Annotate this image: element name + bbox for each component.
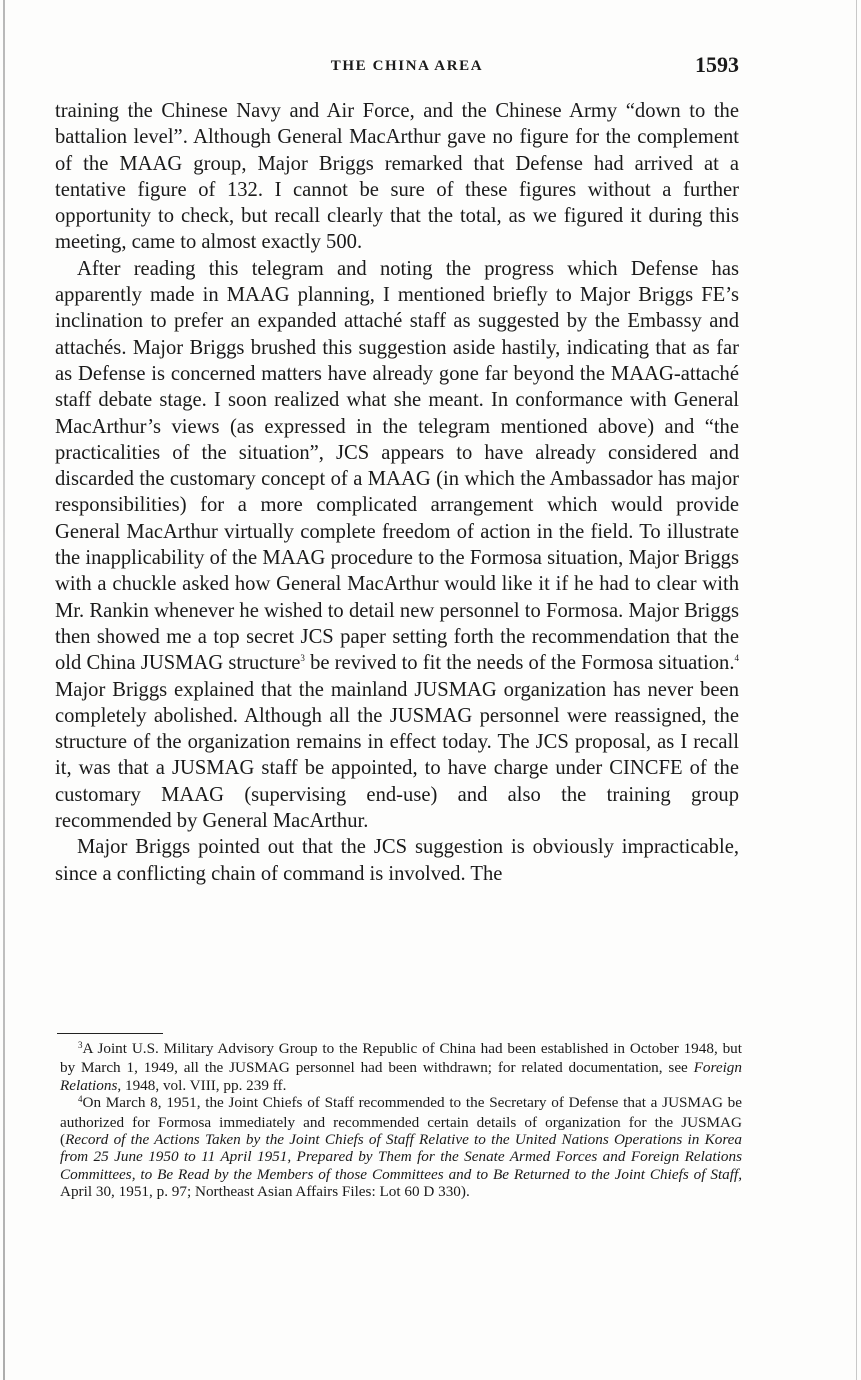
page-number: 1593 [695, 52, 739, 77]
footnote-divider [57, 1033, 163, 1034]
footnote-3 [60, 1040, 742, 1094]
footnote-citation: Foreign Relations [60, 1059, 742, 1094]
page-edge-right [856, 0, 857, 1380]
paragraph-main [55, 256, 739, 835]
paragraph-main-text-2: be revived to fit the needs of the Formosa situation. [310, 652, 735, 675]
paragraph-main-text-3: Major Briggs explained that the mainland JUSMAG organization has never been completely abolished. Although all the JUSMAG personnel were reassigned, the structure of the organization remains in effect today. The JCS proposal, as I recall it, was that a JUSMAG staff be appointed, to have charge under CINCFE of the customary MAAG (supervising end-use) and also the training group recommended by General MacArthur. [55, 678, 739, 833]
running-head: THE CHINA AREA [330, 58, 484, 74]
footnote-ref-4[interactable]: 4 [734, 653, 739, 664]
body-text [55, 98, 739, 887]
footnote-marker: 4 [78, 1094, 83, 1105]
footnote-ref-3[interactable]: 3 [300, 653, 305, 664]
footnote-tail: April 30, 1951, p. 97; Northeast Asian Affairs Files: Lot 60 D 330). [60, 1183, 470, 1201]
paragraph-main-text: After reading this telegram and noting the progress which Defense has apparently made in MAAG planning, I mentioned briefly to Major Briggs FE’s inclination to prefer an expanded attaché staff as suggested by the Embassy and attachés. Major Briggs brushed this suggestion aside hastily, indicating that as far as Defense is concerned matters have already gone far beyond the MAAG-attaché staff debate stage. I soon realized what she meant. In conformance with General MacArthur’s views (as expressed in the telegram mentioned above) and “the practicalities of the situation”, JCS appears to have already considered and discarded the customary concept of a MAAG (in which the Ambassador has major responsibilities) for a more complicated arrangement which would provide General MacArthur virtually complete freedom of action in the field. To illustrate the inapplicability of the MAAG procedure to the Formosa situation, Major Briggs with a chuckle asked how General MacArthur would like it if he had to clear with Mr. Rankin whenever he wished to detail new personnel to Formosa. Major Briggs then showed me a top secret JCS paper setting forth the recommendation that the old China JUSMAG structure [55, 257, 739, 675]
page-header [55, 52, 739, 84]
footnote-text: On March 8, 1951, the Joint Chiefs of Staff recommended to the Secretary of Defense that a JUSMAG be authorized for Formosa immediately and recommended certain details of organization for the JUSMAG ( [60, 1094, 742, 1149]
footnote-text: A Joint U.S. Military Advisory Group to the Republic of China had been established in October 1948, but by March 1, 1949, all the JUSMAG personnel had been withdrawn; for related documentation, see [60, 1040, 742, 1077]
paragraph-continued: training the Chinese Navy and Air Force, and the Chinese Army “down to the battalion level”. Although General MacArthur gave no figure for the complement of the MAAG group, Major Briggs remarked that Defense had arrived at a tentative figure of 132. I cannot be sure of these figures without a further opportunity to check, but recall clearly that the total, as we figured it during this meeting, came to almost exactly 500. [55, 100, 739, 254]
footnote-4 [60, 1094, 742, 1200]
footnote-marker: 3 [78, 1040, 83, 1050]
page-edge-left [3, 0, 5, 1380]
paragraph-final: Major Briggs pointed out that the JCS suggestion is obviously impracticable, since a conflicting chain of command is involved. The [55, 836, 739, 885]
footnote-tail: , 1948, vol. VIII, pp. 239 ff. [117, 1076, 287, 1094]
footnote-citation: Record of the Actions Taken by the Joint Chiefs of Staff Relative to the United Nations Operations in Korea from 25 June 1950 to 11 April 1951, Prepared by Them for the Senate Armed Forces and Foreign Relations Committees, to Be Read by the Members of those Committees and to Be Returned to the Joint Chiefs of Staff, [60, 1131, 742, 1183]
footnotes [60, 1040, 742, 1201]
